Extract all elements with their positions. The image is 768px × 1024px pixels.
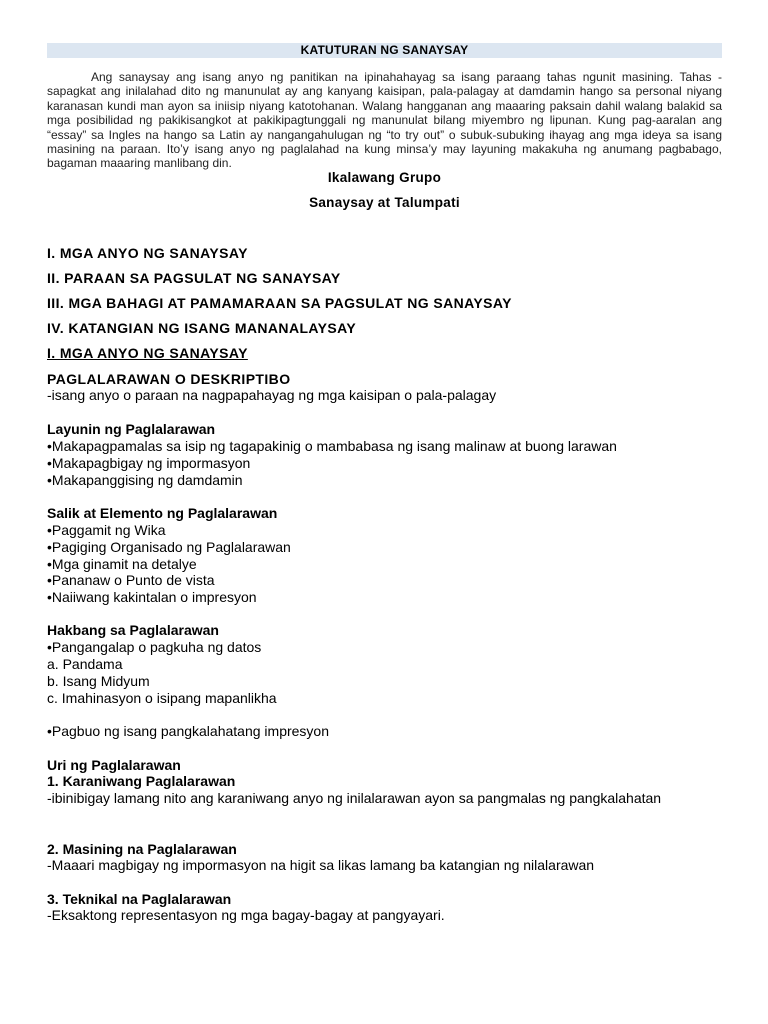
list-item: •Naiiwang kakintalan o impresyon [47,589,257,605]
layunin-heading: Layunin ng Paglalarawan [47,421,216,437]
list-item: •Pagiging Organisado ng Paglalarawan [47,539,291,555]
list-item: •Pangangalap o pagkuha ng datos [47,639,262,655]
list-item: •Pananaw o Punto de vista [47,572,215,588]
subtitle-heading: Sanaysay at Talumpati [309,195,460,210]
list-item: •Mga ginamit na detalye [47,556,197,572]
outline-item: II. PARAAN SA PAGSULAT NG SANAYSAY [47,270,341,286]
intro-paragraph: Ang sanaysay ang isang anyo ng panitikan na ipinahahayag sa isang paraang tahas ngunit masining. Tahas - sapagkat ang inilalahad dito ng manunulat ay ang kanyang kaisipan, pala-palagay at damdamin hango sa personal niyang karanasan kundi man ayon sa iniisip niyang katotohanan. Walang hangganan ang maaaring paksain dahil walang balakid sa mga posibilidad ng pakikisangkot at pakikipagtunggali ng manunulat bilang miyembro ng lipunan. Kung pag-aaralan ang “essay” sa Ingles na hango sa Latin ay nangangahulugan ng “to try out” o subuk-subuking ihayag ang mga ideya sa isang masining na paraan. Ito’y isang anyo ng paglalahad na kung minsa’y may layuning makakuha ng anumang pagbabago, bagaman maaaring manlibang din. [47,70,722,171]
list-item: •Makapagbigay ng impormasyon [47,455,251,471]
hakbang-heading: Hakbang sa Paglalarawan [47,622,219,638]
list-item: •Makapanggising ng damdamin [47,472,243,488]
outline-item: III. MGA BAHAGI AT PAMAMARAAN SA PAGSULAT NG SANAYSAY [47,295,512,311]
list-item: •Pagbuo ng isang pangkalahatang impresyon [47,723,329,739]
descriptive-heading: PAGLALARAWAN O DESKRIPTIBO [47,371,291,387]
outline-item: IV. KATANGIAN NG ISANG MANANALAYSAY [47,320,357,336]
uri-type-title: 3. Teknikal na Paglalarawan [47,891,232,907]
uri-type-desc: -Maaari magbigay ng impormasyon na higit sa likas lamang ba katangian ng nilalarawan [47,857,595,873]
list-item: b. Isang Midyum [47,673,150,689]
list-item: •Paggamit ng Wika [47,522,166,538]
uri-type-title: 1. Karaniwang Paglalarawan [47,773,236,789]
salik-heading: Salik at Elemento ng Paglalarawan [47,505,278,521]
group-heading: Ikalawang Grupo [327,170,442,185]
list-item: a. Pandama [47,656,123,672]
descriptive-definition: -isang anyo o paraan na nagpapahayag ng mga kaisipan o pala-palagay [47,387,497,403]
uri-type-desc: -ibinibigay lamang nito ang karaniwang anyo ng inilalarawan ayon sa pangmalas ng pangkalahatan [47,790,662,806]
list-item: •Makapagpamalas sa isip ng tagapakinig o mambabasa ng isang malinaw at buong larawan [47,438,617,454]
document-title: KATUTURAN NG SANAYSAY [47,43,722,58]
uri-heading: Uri ng Paglalarawan [47,757,181,773]
uri-type-desc: -Eksaktong representasyon ng mga bagay-bagay at pangyayari. [47,907,445,923]
uri-type-title: 2. Masining na Paglalarawan [47,841,237,857]
section-heading: I. MGA ANYO NG SANAYSAY [47,345,248,361]
list-item: c. Imahinasyon o isipang mapanlikha [47,690,277,706]
outline-item: I. MGA ANYO NG SANAYSAY [47,245,248,261]
